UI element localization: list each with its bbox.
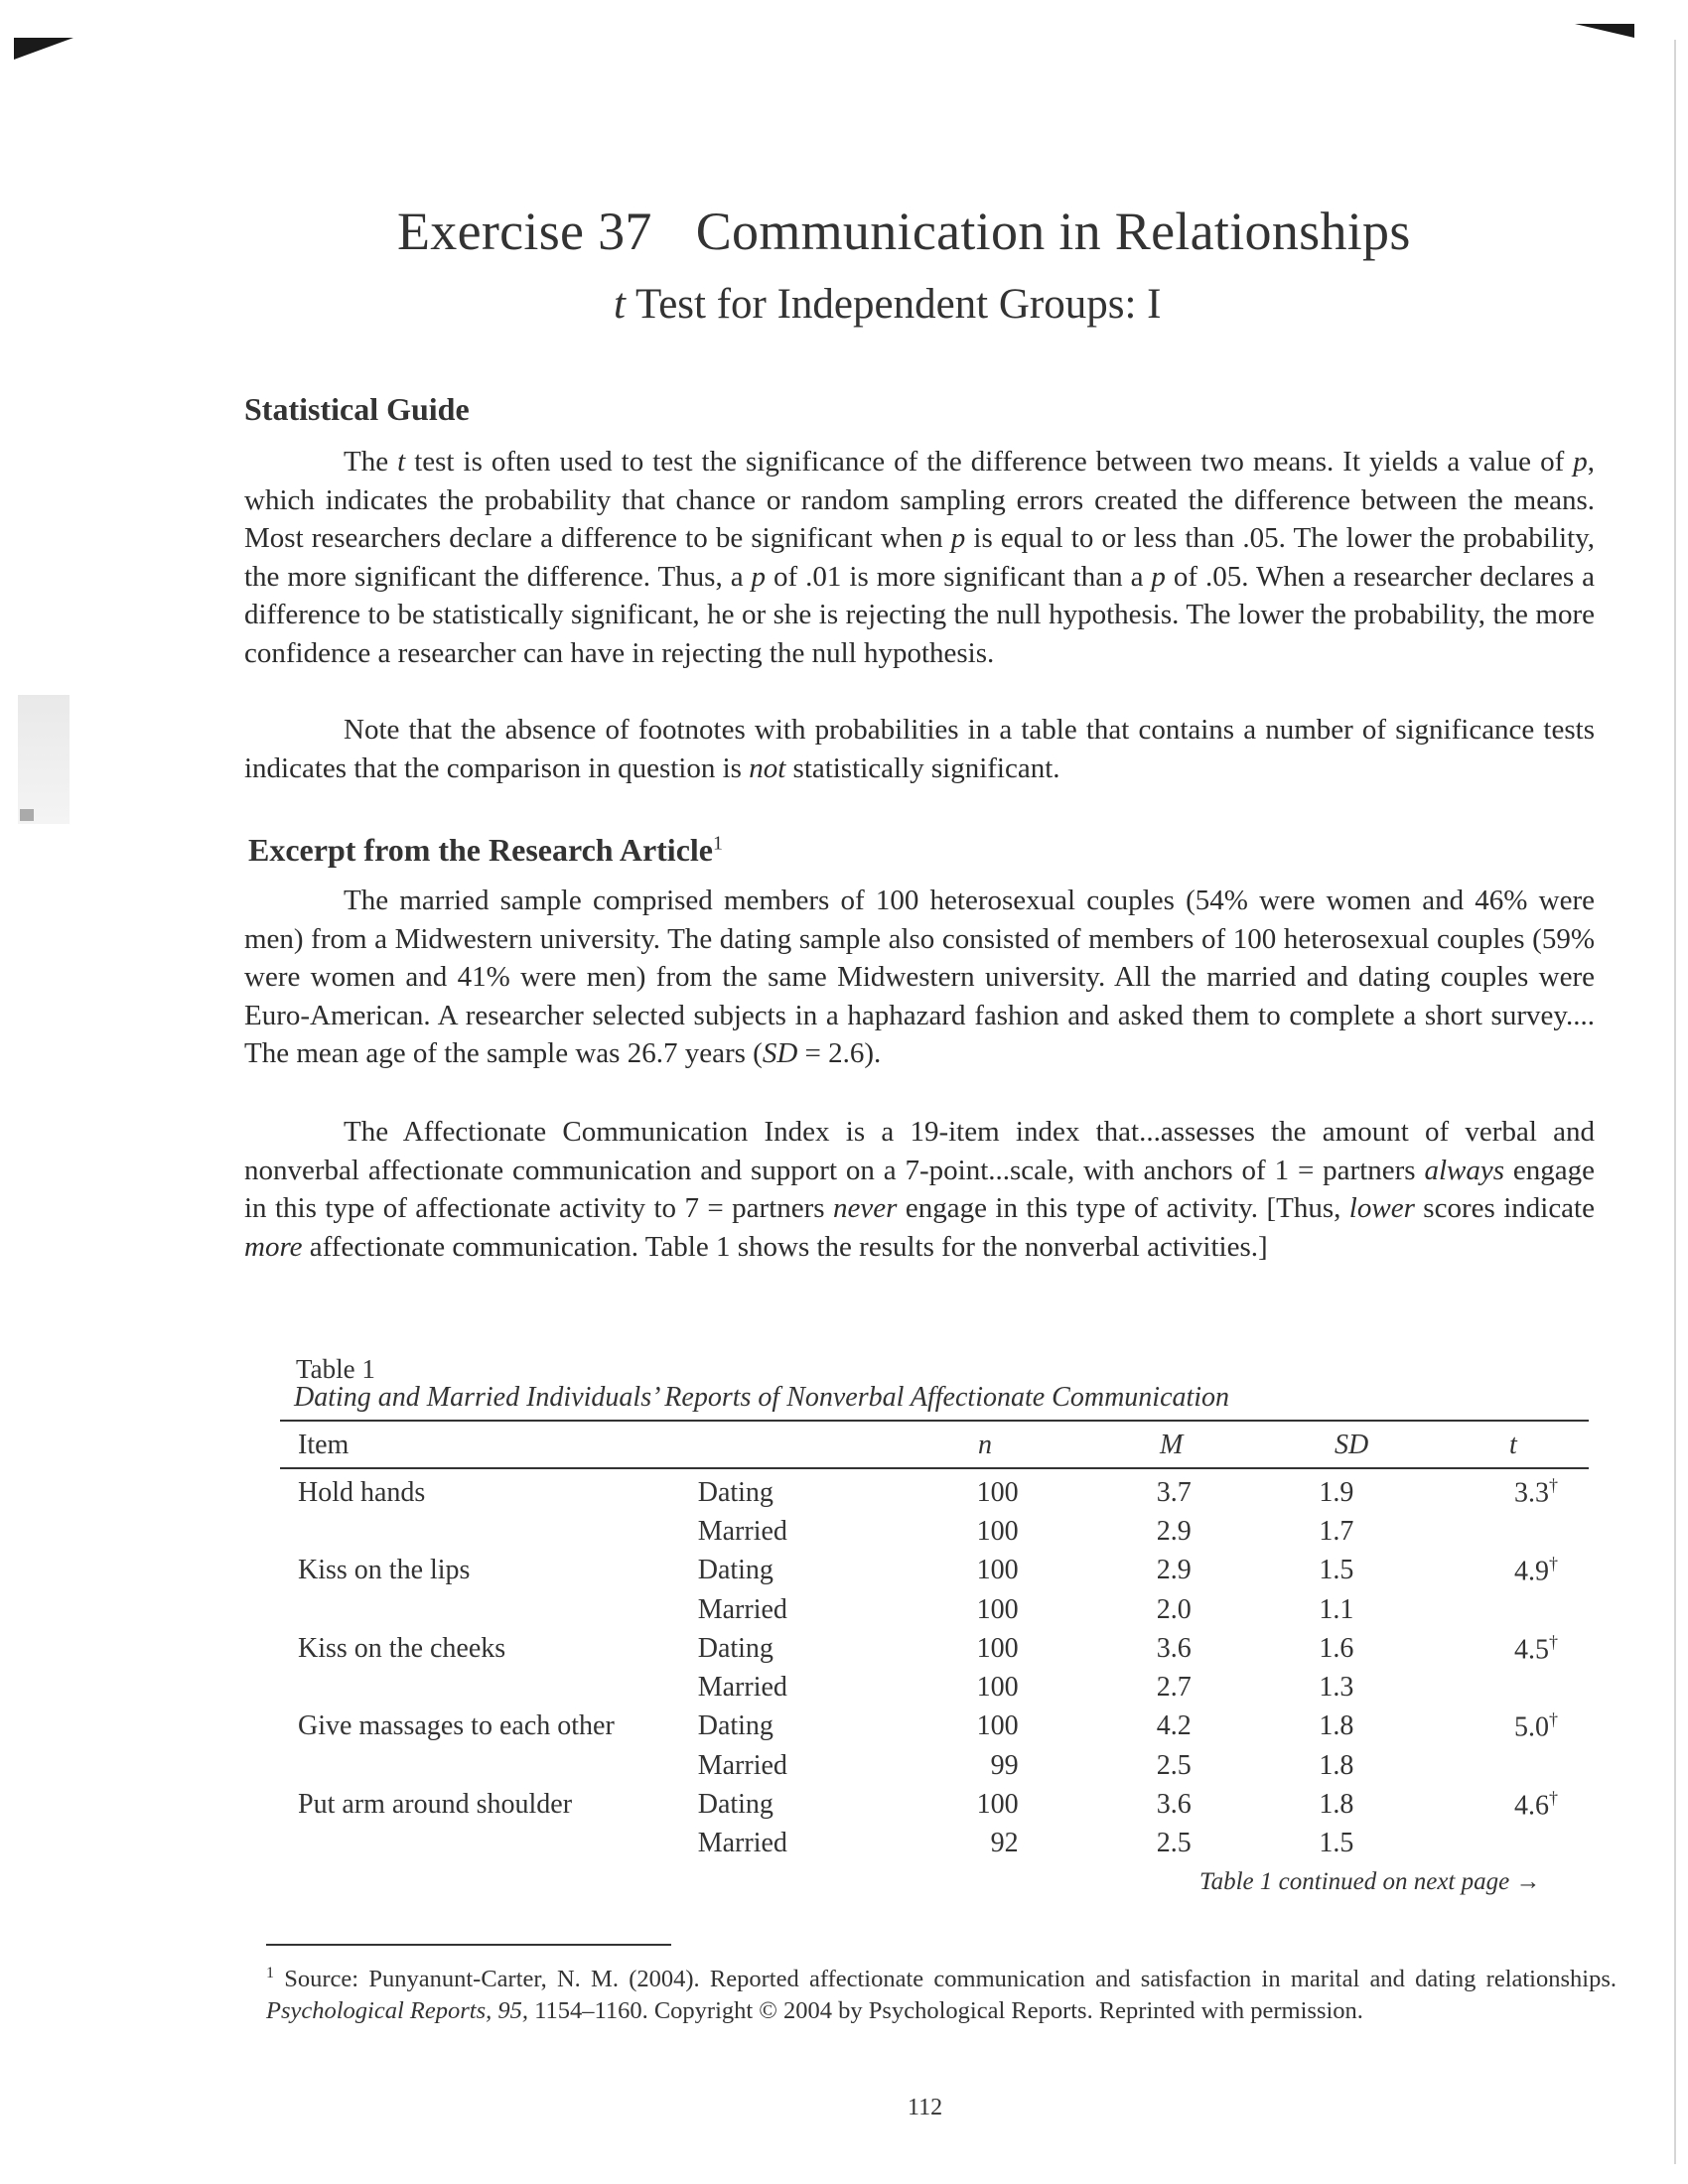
table-cell-item: Hold hands	[298, 1476, 426, 1508]
table-cell-mean: 2.0	[1156, 1593, 1192, 1625]
footnote-text: Source: Punyanunt-Carter, N. M. (2004). Reported affectionate communication and satisfaction in marital and dating relationships. Psychological Reports, 95, 1154–1160. Copyright © 2004 by Psychological Reports. Reprinted with permission.	[266, 1966, 1617, 2025]
table-cell-n: 100	[976, 1476, 1019, 1508]
table-cell-group: Dating	[697, 1710, 774, 1742]
excerpt-paragraph-2-text: The Affectionate Communication Index is a 19-item index that...assesses the amount of verbal and nonverbal affectionate communication and support on a 7-point...scale, with anchors of 1 = partners always engage in this type of affectionate activity to 7 = partners never engage in this type of activity. [Thus, lower scores indicate more affectionate communication. Table 1 shows the results for the nonverbal activities.]	[244, 1116, 1595, 1263]
significance-dagger: †	[1549, 1554, 1558, 1574]
table-top-rule	[280, 1420, 1589, 1422]
exercise-title	[397, 201, 1411, 262]
table-cell-n: 100	[976, 1515, 1019, 1547]
table-cell-sd: 1.8	[1319, 1789, 1354, 1821]
table-row	[290, 1668, 1586, 1706]
table-row	[290, 1473, 1586, 1512]
table-label: Table 1	[296, 1354, 375, 1384]
table-cell-sd: 1.9	[1319, 1476, 1354, 1508]
excerpt-paragraph-1	[244, 882, 1595, 1073]
table-cell-sd: 1.5	[1319, 1555, 1354, 1586]
table-cell-t: 3.3†	[1514, 1475, 1558, 1509]
table-cell-item: Kiss on the lips	[298, 1555, 471, 1586]
table-cell-item: Give massages to each other	[298, 1710, 615, 1742]
table-cell-mean: 2.9	[1156, 1555, 1192, 1586]
table-cell-group: Dating	[697, 1789, 774, 1821]
table-continued-note	[1199, 1868, 1540, 1896]
guide-paragraph-2-text: Note that the absence of footnotes with probabilities in a table that contains a number of significance tests indicates that the comparison in question is not statistically significant.	[244, 714, 1595, 784]
table-row	[290, 1825, 1586, 1863]
table-cell-sd: 1.7	[1319, 1515, 1354, 1547]
scan-smudge-dot	[20, 809, 34, 821]
subtitle-text: Test for Independent Groups: I	[634, 281, 1162, 328]
significance-dagger: †	[1549, 1631, 1558, 1652]
table-cell-group: Dating	[697, 1632, 774, 1664]
table-cell-t	[1353, 1825, 1586, 1863]
table-row	[290, 1785, 1586, 1824]
table-cell-n: 100	[976, 1632, 1019, 1664]
table-cell-item	[290, 1590, 698, 1629]
results-table-body	[290, 1473, 1586, 1863]
table-cell-n: 100	[976, 1593, 1019, 1625]
table-cell-group: Married	[697, 1515, 787, 1547]
table-cell-t	[1353, 1512, 1586, 1551]
table-header-n: n	[978, 1430, 992, 1460]
table-row	[290, 1512, 1586, 1551]
significance-dagger: †	[1549, 1709, 1558, 1730]
table-cell-item	[290, 1825, 698, 1863]
table-caption: Dating and Married Individuals’ Reports of Nonverbal Affectionate Communication	[294, 1382, 1230, 1413]
table-cell-mean: 3.6	[1156, 1789, 1192, 1821]
table-cell-item: Kiss on the cheeks	[298, 1632, 506, 1664]
excerpt-paragraph-2	[244, 1113, 1595, 1266]
table-header-m: M	[1160, 1430, 1184, 1460]
table-cell-t: 4.5†	[1514, 1631, 1558, 1665]
table-cell-n: 100	[976, 1672, 1019, 1704]
table-cell-item	[290, 1512, 698, 1551]
guide-paragraph-2	[244, 711, 1595, 787]
exercise-subtitle	[614, 280, 1162, 329]
table-cell-n: 92	[990, 1828, 1019, 1859]
significance-dagger: †	[1549, 1787, 1558, 1808]
table-header-rule	[280, 1467, 1589, 1469]
table-cell-sd: 1.8	[1319, 1710, 1354, 1742]
page-number: 112	[908, 2095, 943, 2120]
table-cell-mean: 3.7	[1156, 1476, 1192, 1508]
excerpt-heading-text: Excerpt from the Research Article	[248, 832, 713, 868]
footnote-marker: 1	[266, 1965, 274, 1981]
guide-paragraph-1-text: The t test is often used to test the significance of the difference between two means. It yields a value of p, which indicates the probability that chance or random sampling errors created the difference between the means. Most researchers declare a difference to be significant when p is equal to or less than .05. The lower the probability, the more significant the difference. Thus, a p of .01 is more significant than a p of .05. When a researcher declares a difference to be statistically significant, he or she is rejecting the null hypothesis. The lower the probability, the more confidence a researcher can have in rejecting the null hypothesis.	[244, 446, 1596, 669]
table-cell-sd: 1.3	[1319, 1672, 1354, 1704]
table-cell-sd: 1.8	[1319, 1749, 1354, 1781]
table-cell-t	[1353, 1746, 1586, 1785]
excerpt-paragraph-1-text: The married sample comprised members of 100 heterosexual couples (54% were women and 46% were men) from a Midwestern university. The dating sample also consisted of members of 100 heterosexual couples (59% were women and 41% were men) from the same Midwestern university. All the married and dating couples were Euro-American. A researcher selected subjects in a haphazard fashion and asked them to complete a short survey.... The mean age of the sample was 26.7 years (SD = 2.6).	[244, 885, 1595, 1070]
table-cell-mean: 4.2	[1156, 1710, 1192, 1742]
table-cell-t: 5.0†	[1514, 1709, 1558, 1743]
table-cell-t	[1353, 1668, 1586, 1706]
table-row	[290, 1629, 1586, 1668]
table-cell-group: Dating	[697, 1476, 774, 1508]
table-cell-group: Married	[697, 1593, 787, 1625]
table-cell-sd: 1.6	[1319, 1632, 1354, 1664]
table-header-sd: SD	[1335, 1430, 1369, 1460]
footnote-rule	[266, 1944, 671, 1946]
scan-corner-mark-left	[14, 38, 73, 60]
scan-smudge	[18, 695, 70, 824]
table-cell-n: 100	[976, 1555, 1019, 1586]
table-row	[290, 1552, 1586, 1590]
table-row	[290, 1746, 1586, 1785]
table-cell-t: 4.9†	[1514, 1554, 1558, 1587]
table-cell-n: 100	[976, 1789, 1019, 1821]
table-cell-mean: 2.9	[1156, 1515, 1192, 1547]
continued-arrow-icon: →	[1515, 1868, 1541, 1895]
guide-paragraph-1	[244, 443, 1595, 673]
table-cell-group: Married	[697, 1672, 787, 1704]
continued-note-text: Table 1 continued on next page	[1199, 1868, 1510, 1895]
table-cell-mean: 2.7	[1156, 1672, 1192, 1704]
table-cell-item: Put arm around shoulder	[298, 1789, 573, 1821]
exercise-number: Exercise 37	[397, 202, 652, 261]
excerpt-heading-footnote-marker: 1	[712, 832, 723, 855]
table-row	[290, 1707, 1586, 1746]
table-cell-mean: 2.5	[1156, 1749, 1192, 1781]
significance-dagger: †	[1549, 1475, 1558, 1496]
table-cell-group: Married	[697, 1749, 787, 1781]
table-header-item: Item	[298, 1430, 350, 1460]
page-edge-line	[1674, 40, 1676, 2164]
table-cell-item	[290, 1746, 698, 1785]
table-row	[290, 1590, 1586, 1629]
table-cell-item	[290, 1668, 698, 1706]
exercise-topic: Communication in Relationships	[695, 202, 1411, 261]
table-cell-n: 100	[976, 1710, 1019, 1742]
subtitle-variable: t	[614, 281, 626, 328]
table-cell-t	[1353, 1590, 1586, 1629]
table-cell-n: 99	[990, 1749, 1019, 1781]
table-cell-mean: 3.6	[1156, 1632, 1192, 1664]
table-cell-t: 4.6†	[1514, 1787, 1558, 1822]
footnote	[266, 1958, 1617, 2027]
table-cell-group: Married	[697, 1828, 787, 1859]
excerpt-heading	[248, 832, 723, 869]
table-cell-mean: 2.5	[1156, 1828, 1192, 1859]
statistical-guide-heading: Statistical Guide	[244, 391, 470, 427]
table-cell-sd: 1.5	[1319, 1828, 1354, 1859]
table-cell-group: Dating	[697, 1555, 774, 1586]
results-table	[290, 1473, 1586, 1863]
scan-corner-mark-right	[1575, 24, 1634, 38]
table-header-t: t	[1509, 1430, 1517, 1460]
table-cell-sd: 1.1	[1319, 1593, 1354, 1625]
